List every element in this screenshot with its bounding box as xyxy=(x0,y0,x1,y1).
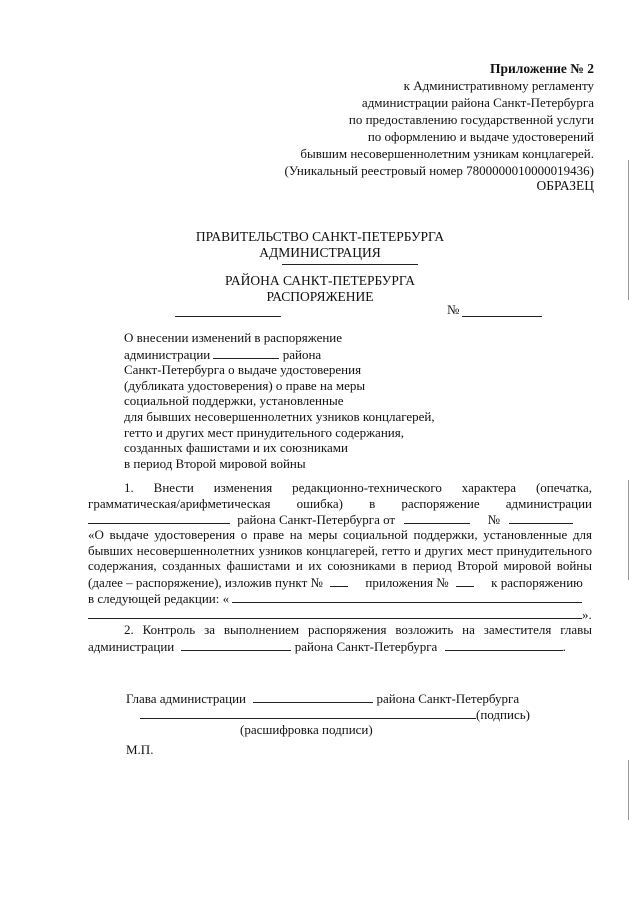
subject-line: созданных фашистами и их союзниками xyxy=(124,440,348,456)
seal-label: М.П. xyxy=(126,742,154,757)
sign-line xyxy=(140,706,530,723)
district-blank xyxy=(253,690,373,703)
p1-text: № xyxy=(487,512,501,528)
subject-line xyxy=(124,346,435,363)
doc-type-title: РАСПОРЯЖЕНИЕ xyxy=(266,289,374,304)
district-blank xyxy=(181,638,291,651)
sig-text: (подпись) xyxy=(476,707,530,722)
new-text-blank xyxy=(88,606,582,619)
p1-line: содержания, созданных фашистами и их союзниками в период Второй мировой войны xyxy=(88,558,592,574)
p1-text: приложения № xyxy=(365,575,449,591)
number-blank xyxy=(462,316,542,317)
paragraph-1 xyxy=(88,480,592,621)
district-blank xyxy=(88,511,230,524)
p2-line: 2. Контроль за выполнением распоряжения возложить на заместителя главы xyxy=(124,622,592,637)
p1-text: района Санкт-Петербурга от xyxy=(237,512,396,528)
new-text-blank xyxy=(232,590,582,603)
paragraph-2 xyxy=(88,622,592,653)
annex-block xyxy=(285,60,594,179)
annex-line: бывшим несовершеннолетним узникам концлагерей. xyxy=(300,146,594,161)
p2-text: администрации xyxy=(88,638,175,654)
item-blank xyxy=(330,574,348,587)
p2-text: района Санкт-Петербурга xyxy=(294,638,438,654)
p1-line: «О выдаче удостоверения о праве на меры социальной поддержки, установленные для xyxy=(88,527,592,543)
deputy-name-blank xyxy=(445,638,563,651)
sample-label: ОБРАЗЕЦ xyxy=(536,178,594,193)
annex-title: Приложение № 2 xyxy=(490,61,594,76)
p1-text: (далее – распоряжение), изложив пункт № xyxy=(88,575,323,591)
sig-text: Глава администрации xyxy=(126,691,247,706)
p1-line xyxy=(88,574,592,590)
subject-text: администрации xyxy=(124,346,211,362)
date-blank xyxy=(175,316,281,317)
head-signature-line xyxy=(126,690,519,707)
p1-text: ». xyxy=(582,606,592,622)
p1-line: грамматическая/арифметическая ошибка) в распоряжение администрации xyxy=(88,495,592,511)
header-divider xyxy=(282,264,418,265)
p2-line xyxy=(88,638,592,654)
subject-line: Санкт-Петербурга о выдаче удостоверения xyxy=(124,362,362,378)
scan-edge-mark xyxy=(628,160,629,300)
number-blank xyxy=(509,511,573,524)
annex-line: по предоставлению государственной услуги xyxy=(348,112,594,127)
subject-line: (дубликата удостоверения) о праве на меры xyxy=(124,377,366,393)
subject-line: для бывших несовершеннолетних узников концлагерей, xyxy=(124,408,435,424)
admin-title: АДМИНИСТРАЦИЯ xyxy=(259,245,381,260)
subject-text: района xyxy=(282,346,322,362)
annex-line: к Административному регламенту xyxy=(403,78,594,93)
p1-line xyxy=(88,606,592,622)
annex-line: (Уникальный реестровый номер 7800000010000019436) xyxy=(284,163,594,178)
subject-line: социальной поддержки, установленные xyxy=(124,393,344,409)
p1-line: бывших несовершеннолетних узников концлагерей, гетто и других мест принудительного xyxy=(88,542,592,558)
decode-label: (расшифровка подписи) xyxy=(240,722,373,737)
scan-edge-mark xyxy=(628,480,629,580)
subject-line: О внесении изменений в распоряжение xyxy=(124,330,343,345)
p1-line xyxy=(88,511,592,527)
signature-blank xyxy=(140,706,476,719)
date-blank xyxy=(404,511,470,524)
district-blank xyxy=(213,346,279,359)
number-sign: № xyxy=(447,302,460,317)
scan-edge-mark xyxy=(628,760,629,820)
gov-title: ПРАВИТЕЛЬСТВО САНКТ-ПЕТЕРБУРГА xyxy=(195,229,445,244)
p2-text: . xyxy=(562,638,566,654)
subject-block xyxy=(124,330,435,471)
p1-text: к распоряжению xyxy=(491,575,583,591)
p1-line: 1. Внести изменения редакционно-технического характера (опечатка, xyxy=(124,480,592,495)
subject-line: гетто и других мест принудительного содержания, xyxy=(124,424,404,440)
district-title: РАЙОНА САНКТ-ПЕТЕРБУРГА xyxy=(225,273,415,288)
p1-text: в следующей редакции: « xyxy=(88,590,230,606)
annex-line: администрации района Санкт-Петербурга xyxy=(361,95,594,110)
annex-number-blank xyxy=(456,574,474,587)
subject-line: в период Второй мировой войны xyxy=(124,455,306,471)
sig-text: района Санкт-Петербурга xyxy=(376,691,520,706)
annex-line: по оформлению и выдаче удостоверений xyxy=(367,129,594,144)
p1-line xyxy=(88,590,592,606)
